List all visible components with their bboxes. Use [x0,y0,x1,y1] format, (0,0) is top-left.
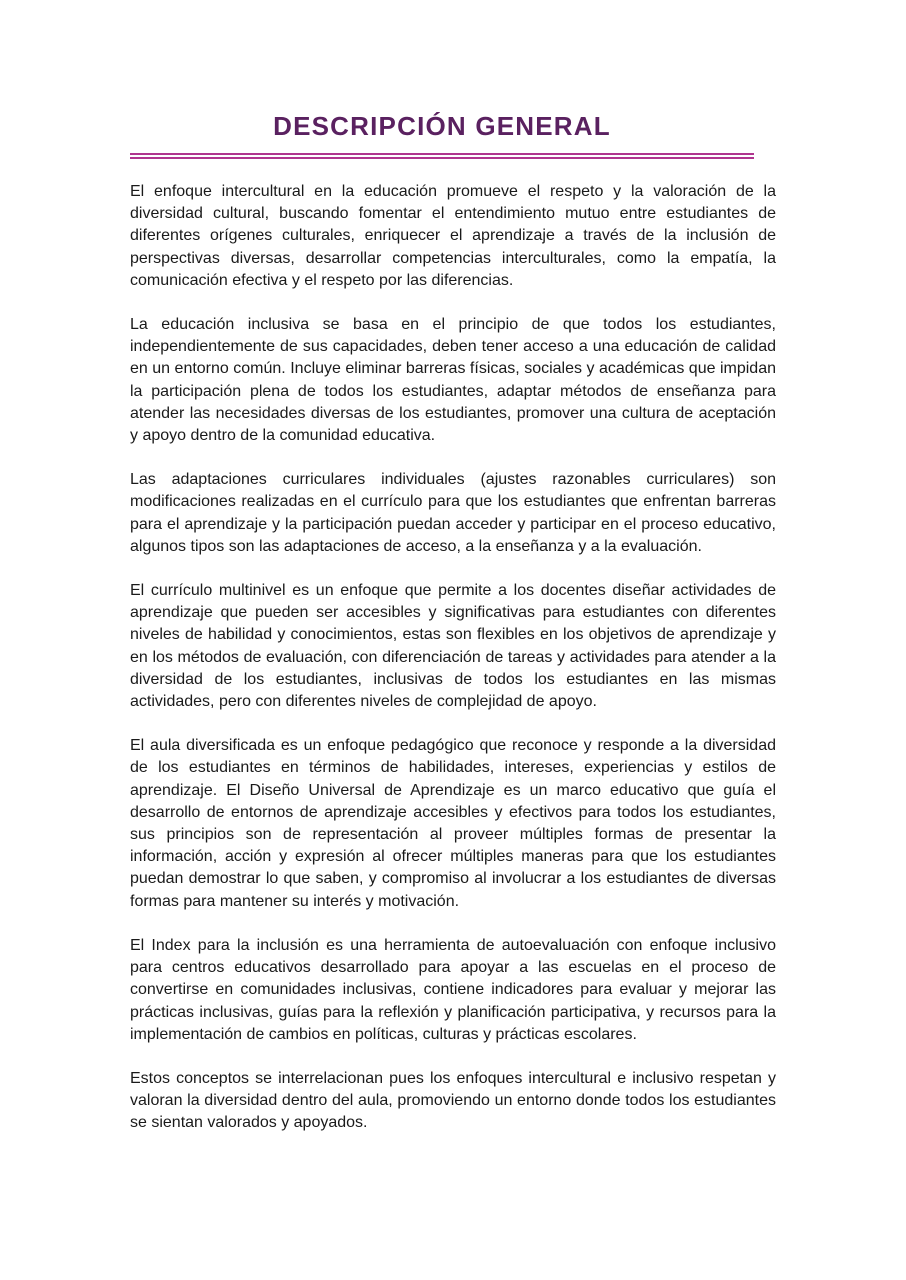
paragraph-index-inclusion: El Index para la inclusión es una herramienta de autoevaluación con enfoque inclusivo para centros educativos desarrollado para apoyar a las escuelas en el proceso de convertirse en comunidades inclusivas, contiene indicadores para evaluar y mejorar las prácticas inclusivas, guías para la reflexión y planificación participativa, y recursos para la implementación de cambios en políticas, culturas y prácticas escolares. [130,936,776,1043]
paragraph-multilevel-curriculum: El currículo multinivel es un enfoque que permite a los docentes diseñar actividades de aprendizaje que pueden ser accesibles y significativas para estudiantes con diferentes niveles de habilidad y conocimientos, estas son flexibles en los objetivos de aprendizaje y en los métodos de evaluación, con diferenciación de tareas y actividades para atender a la diversidad de los estudiantes, inclusivas de todos los estudiantes en las mismas actividades, pero con diferentes niveles de complejidad de apoyo. [130,582,776,711]
paragraph-inclusive-education: La educación inclusiva se basa en el principio de que todos los estudiantes, independientemente de sus capacidades, deben tener acceso a una educación de calidad en un entorno común. Incluye eliminar barreras físicas, sociales y académicas que impidan la participación plena de todos los estudiantes, adaptar métodos de enseñanza para atender las necesidades diversas de los estudiantes, promover una cultura de aceptación y apoyo dentro de la comunidad educativa. [130,316,776,445]
page-title: DESCRIPCIÓN GENERAL [273,111,611,141]
title-underline-bottom [130,157,754,159]
paragraph-intercultural: El enfoque intercultural en la educación promueve el respeto y la valoración de la diversidad cultural, buscando fomentar el entendimiento mutuo entre estudiantes de diferentes orígenes culturales, enriquecer el aprendizaje a través de la inclusión de perspectivas diversas, desarrollar competencias interculturales, como la empatía, la comunicación efectiva y el respeto por las diferencias. [130,183,776,289]
paragraph-curricular-adaptations: Las adaptaciones curriculares individuales (ajustes razonables curriculares) son modificaciones realizadas en el currículo para que los estudiantes que enfrentan barreras para el aprendizaje y la participación puedan acceder y participar en el proceso educativo, algunos tipos son las adaptaciones de acceso, a la enseñanza y a la evaluación. [130,471,776,555]
paragraph-conclusion: Estos conceptos se interrelacionan pues los enfoques intercultural e inclusivo respetan y valoran la diversidad dentro del aula, promoviendo un entorno donde todos los estudiantes se sientan valorados y apoyados. [130,1069,776,1132]
paragraph-diversified-classroom: El aula diversificada es un enfoque pedagógico que reconoce y responde a la diversidad de los estudiantes en términos de habilidades, intereses, experiencias y estilos de aprendizaje. El Diseño Universal de Aprendizaje es un marco educativo que guía el desarrollo de entornos de aprendizaje accesibles y efectivos para todos los estudiantes, sus principios son de representación al proveer múltiples formas de presentar la información, acción y expresión al ofrecer múltiples maneras para que los estudiantes puedan demostrar lo que saben, y compromiso al involucrar a los estudiantes de diversas formas para mantener su interés y motivación. [130,737,776,910]
title-underline-top [130,153,754,155]
document-body [130,181,776,1157]
